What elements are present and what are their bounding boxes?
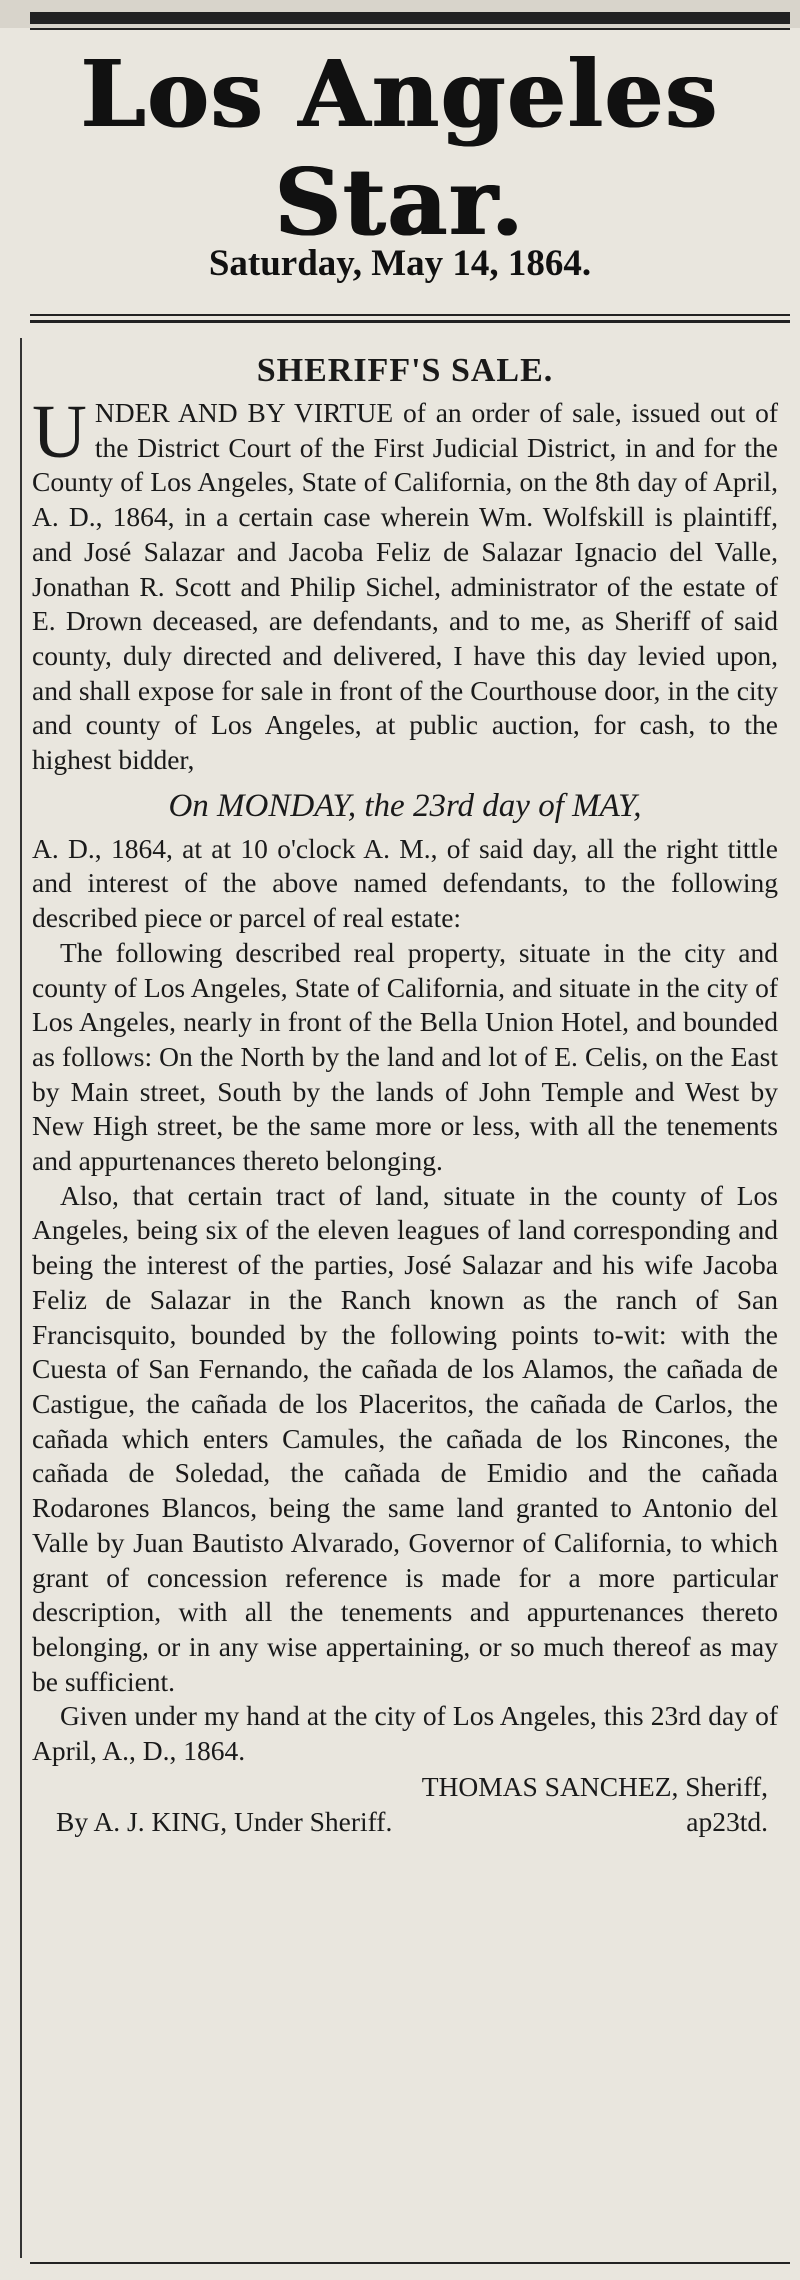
under-sheriff: By A. J. KING, Under Sheriff. [56, 1805, 393, 1837]
paragraph-1-text: of an order of sale, issued out of the District Court of the First Judicial District, in and for the County of Los Angeles, State of California, on the 8th day of April, A. D., 1864, in a certain case wherein Wm. Wolfskill is plaintiff, and José Salazar and Jacoba Feliz de Salazar Ignacio del Valle, Jonathan R. Scott and Philip Sichel, administrator of the estate of E. Drown deceased, are defendants, and to me, as Sheriff of said county, duly directed and delivered, I have this day levied upon, and shall expose for sale in front of the Courthouse door, in the city and county of Los Angeles, at public auction, for cash, to the highest bidder, [32, 397, 778, 776]
masthead-title: Los Angeles Star. [80, 40, 720, 256]
notice-heading: SHERIFF'S SALE. [256, 352, 554, 389]
notice-paragraph-2: A. D., 1864, at at 10 o'clock A. M., of said day, all the right tittle and interest of the above named defendants, to the following described piece or parcel of real estate: [32, 832, 778, 934]
sheriff-signature: THOMAS SANCHEZ, Sheriff, [421, 1770, 768, 1802]
notice-paragraph-4: Also, that certain tract of land, situate in the county of Los Angeles, being six of the eleven leagues of land corresponding and being the interest of the parties, José Salazar and his wife Jacoba Feliz de Salazar in the Ranch known as the ranch of San Francisquito, bounded by the following points to-wit: with the Cuesta of San Fernando, the cañada de los Alamos, the cañada de Castigue, the cañada de los Placeritos, the cañada de Carlos, the cañada which enters Camules, the cañada de los Rincones, the cañada de Soledad, the cañada de Emidio and the cañada Rodarones Blancos, being the same land granted to Antonio del Valle by Juan Bautisto Alvarado, Governor of California, to which grant of concession reference is made for a more particular description, with all the tenements and appurtenances thereto belonging, or in any wise appertaining, or so much thereof as may be sufficient. [32, 1179, 778, 1697]
header-rule-thin [30, 314, 790, 316]
column-border [20, 338, 22, 2258]
top-thin-rule [30, 28, 790, 30]
notice-paragraph-5: Given under my hand at the city of Los Angeles, this 23rd day of April, A., D., 1864. [32, 1700, 778, 1767]
bottom-rule [30, 2262, 790, 2264]
signature-line [32, 1769, 778, 1804]
drop-cap: U [32, 390, 87, 474]
sheriffs-sale-notice [32, 352, 778, 1839]
opening-caps: NDER AND BY VIRTUE [94, 397, 394, 428]
top-thick-rule [30, 12, 790, 24]
issue-date: Saturday, May 14, 1864. [208, 243, 592, 284]
sale-date-line: On MONDAY, the 23rd day of MAY, [168, 787, 642, 824]
under-sheriff-line [32, 1804, 778, 1839]
header-rule-thick [30, 320, 790, 323]
notice-paragraph-3: The following described real property, situate in the city and county of Los Angeles, State of California, and situate in the city of Los Angeles, nearly in front of the Bella Union Hotel, and bounded as follows: On the North by the land and lot of E. Celis, on the East by Main street, South by the lands of John Temple and West by New High street, be the same more or less, with all the tenements and appurtenances thereto belonging. [32, 936, 778, 1177]
notice-paragraph-1 [32, 390, 778, 778]
notice-code: ap23td. [686, 1805, 768, 1837]
